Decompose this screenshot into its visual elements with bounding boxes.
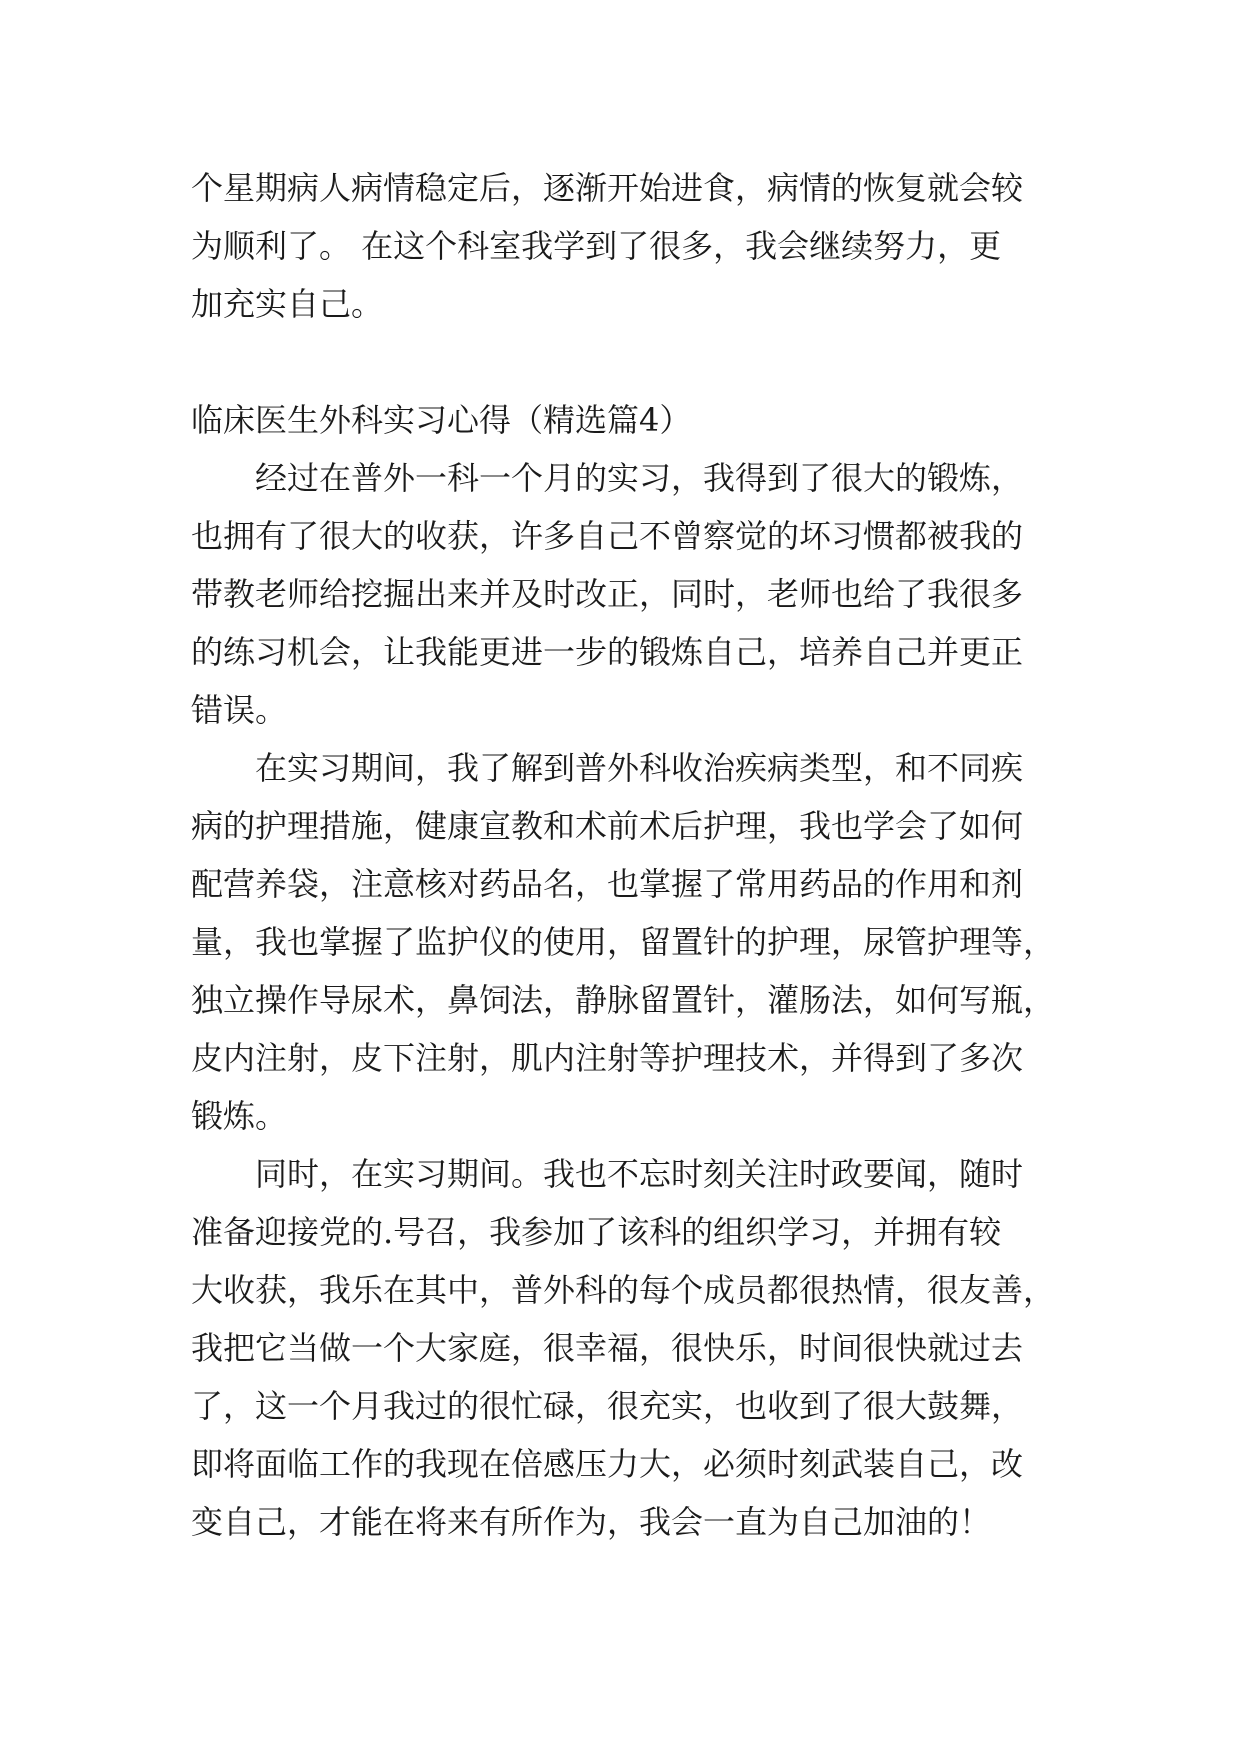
text-line: 加充实自己。 bbox=[191, 285, 384, 323]
text-line: 的练习机会，让我能更进一步的锻炼自己，培养自己并更正 bbox=[191, 633, 1024, 671]
text-line: 皮内注射，皮下注射，肌内注射等护理技术，并得到了多次 bbox=[191, 1039, 1024, 1077]
text-line: 独立操作导尿术，鼻饲法，静脉留置针，灌肠法，如何写瓶， bbox=[191, 981, 1056, 1019]
text-line: 锻炼。 bbox=[191, 1097, 288, 1135]
text-line: 带教老师给挖掘出来并及时改正，同时，老师也给了我很多 bbox=[191, 575, 1024, 613]
section-title: 临床医生外科实习心得（精选篇4） bbox=[191, 401, 692, 439]
text-line: 准备迎接党的.号召，我参加了该科的组织学习，并拥有较 bbox=[191, 1213, 1002, 1251]
text-line: 错误。 bbox=[191, 691, 288, 729]
text-line: 我把它当做一个大家庭，很幸福，很快乐，时间很快就过去 bbox=[191, 1329, 1024, 1367]
text-line: 个星期病人病情稳定后，逐渐开始进食，病情的恢复就会较 bbox=[191, 169, 1024, 207]
text-line: 病的护理措施，健康宣教和术前术后护理，我也学会了如何 bbox=[191, 807, 1024, 845]
text-line: 了，这一个月我过的很忙碌，很充实，也收到了很大鼓舞， bbox=[191, 1387, 1024, 1425]
text-line: 在实习期间，我了解到普外科收治疾病类型，和不同疾 bbox=[255, 749, 1024, 787]
text-line: 经过在普外一科一个月的实习，我得到了很大的锻炼， bbox=[255, 459, 1024, 497]
text-line: 同时，在实习期间。我也不忘时刻关注时政要闻，随时 bbox=[255, 1155, 1024, 1193]
text-line: 大收获，我乐在其中，普外科的每个成员都很热情，很友善， bbox=[191, 1271, 1056, 1309]
text-line: 即将面临工作的我现在倍感压力大，必须时刻武装自己，改 bbox=[191, 1445, 1024, 1483]
text-line: 也拥有了很大的收获，许多自己不曾察觉的坏习惯都被我的 bbox=[191, 517, 1024, 555]
text-line: 量，我也掌握了监护仪的使用，留置针的护理，尿管护理等， bbox=[191, 923, 1056, 961]
text-line: 为顺利了。 在这个科室我学到了很多，我会继续努力，更 bbox=[191, 227, 1002, 265]
text-line: 配营养袋，注意核对药品名，也掌握了常用药品的作用和剂 bbox=[191, 865, 1024, 903]
text-line: 变自己，才能在将来有所作为，我会一直为自己加油的！ bbox=[191, 1503, 992, 1541]
